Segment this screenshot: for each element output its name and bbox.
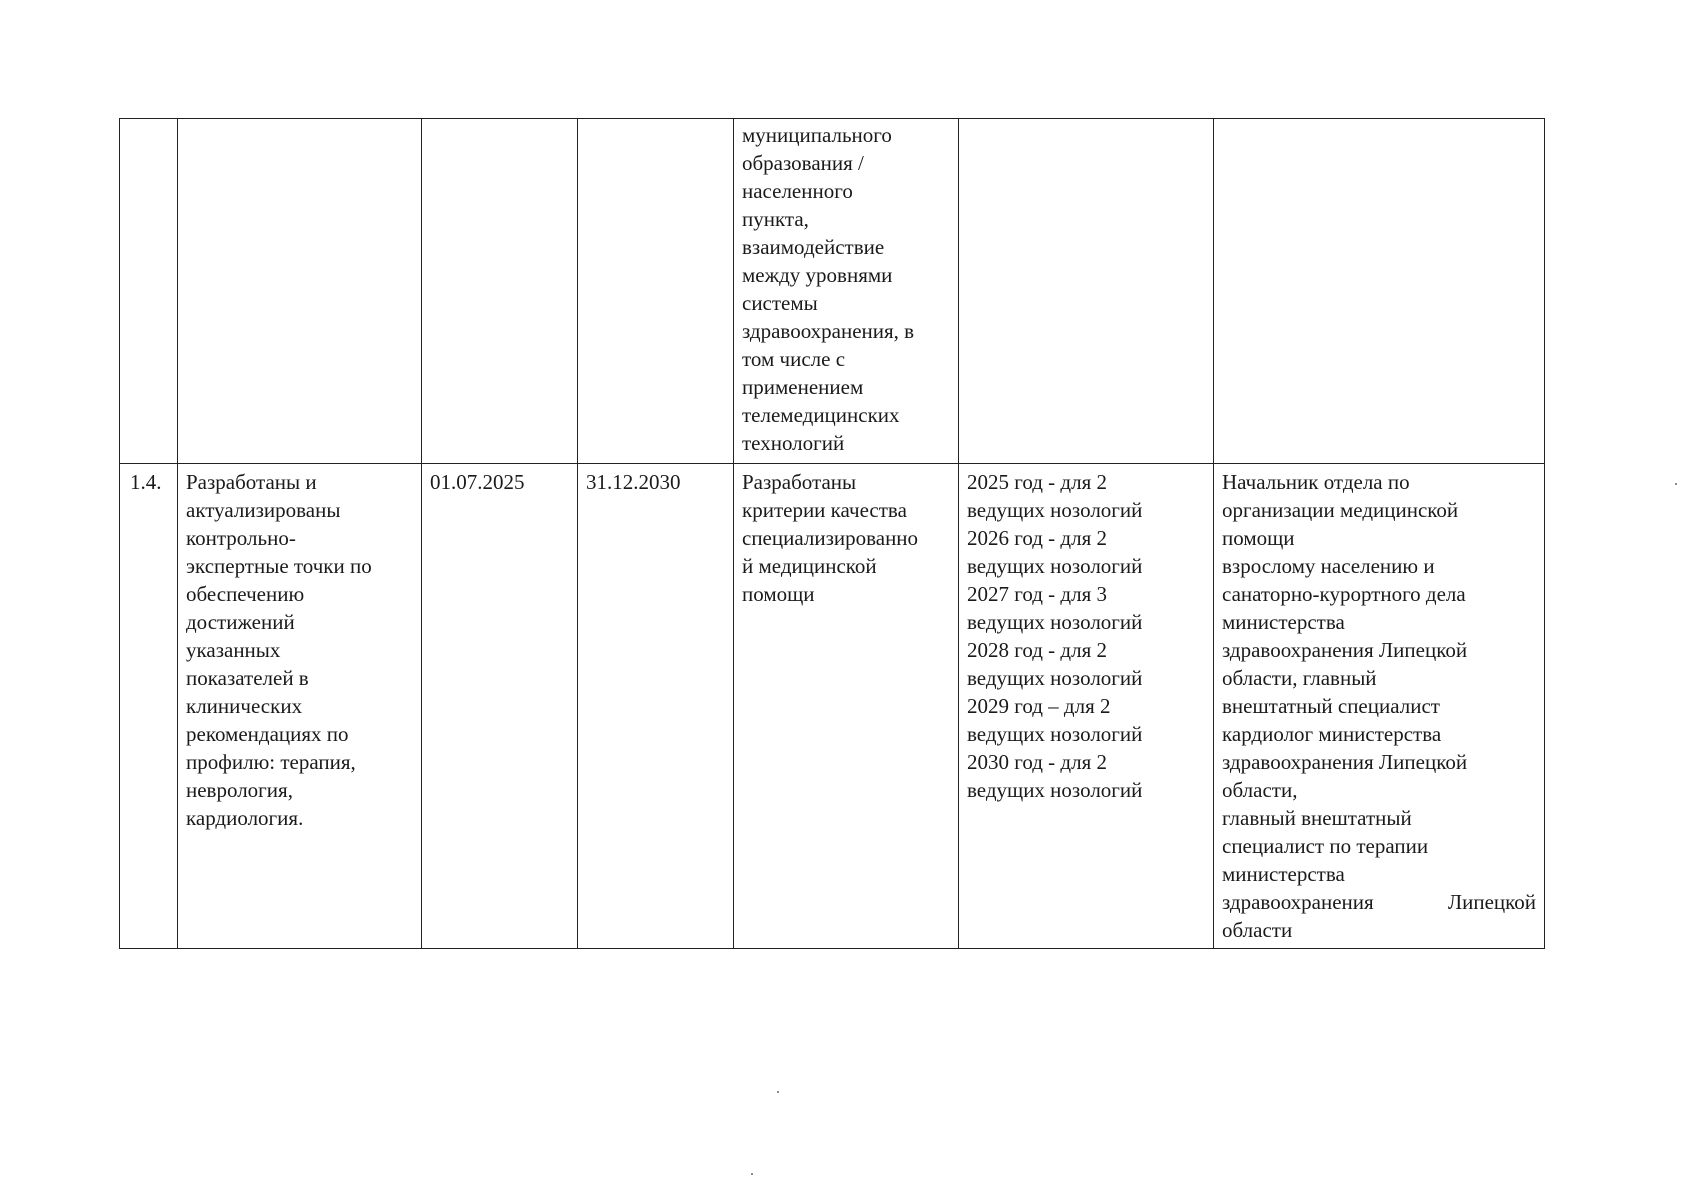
scan-speck (777, 1091, 779, 1093)
result-line: критерии качества (742, 498, 907, 522)
activity-line: клинических (186, 694, 303, 718)
responsible-word-right: Липецкой (1447, 890, 1536, 914)
scan-speck (1675, 483, 1677, 485)
scan-speck (751, 1173, 753, 1175)
result-line: применением (742, 375, 864, 399)
responsible-line: области, главный (1222, 666, 1377, 690)
activity-line: достижений (186, 610, 295, 634)
activity-line: неврология, (186, 778, 293, 802)
result-line: между уровнями (742, 263, 893, 287)
result-line: й медицинской (742, 554, 877, 578)
cell-start-date-empty (422, 119, 578, 464)
result-line: Разработаны (742, 470, 857, 494)
responsible-line: взрослому населению и (1222, 554, 1435, 578)
responsible-justified-line (1222, 888, 1536, 916)
indicator-line: 2029 год – для 2 (967, 694, 1111, 718)
activity-line: показателей в (186, 666, 309, 690)
cell-result (734, 464, 959, 949)
indicator-line: ведущих нозологий (967, 554, 1143, 578)
result-line: системы (742, 291, 818, 315)
end-date: 31.12.2030 (586, 470, 681, 494)
row-number: 1.4. (130, 470, 162, 494)
responsible-line: санаторно-курортного дела (1222, 582, 1466, 606)
cell-activity-empty (178, 119, 422, 464)
responsible-line: области, (1222, 778, 1298, 802)
cell-indicator-empty (959, 119, 1214, 464)
indicator-line: 2027 год - для 3 (967, 582, 1107, 606)
cell-end-date-empty (578, 119, 734, 464)
result-line: телемедицинских (742, 403, 900, 427)
cell-responsible-empty (1214, 119, 1545, 464)
cell-result-continued (734, 119, 959, 464)
responsible-word-left: здравоохранения (1222, 890, 1374, 914)
activity-line: актуализированы (186, 498, 341, 522)
plan-table (119, 118, 1545, 949)
responsible-line: здравоохранения Липецкой (1222, 638, 1468, 662)
indicator-line: 2026 год - для 2 (967, 526, 1107, 550)
activity-line: рекомендациях по (186, 722, 349, 746)
responsible-line: внештатный специалист (1222, 694, 1440, 718)
cell-number (120, 464, 178, 949)
responsible-line: министерства (1222, 862, 1345, 886)
responsible-line: кардиолог министерства (1222, 722, 1442, 746)
activity-line: экспертные точки по (186, 554, 372, 578)
activity-line: кардиология. (186, 806, 304, 830)
responsible-line: главный внештатный (1222, 806, 1412, 830)
responsible-line-last: области (1222, 918, 1293, 942)
start-date: 01.07.2025 (430, 470, 525, 494)
activity-line: указанных (186, 638, 281, 662)
indicator-line: 2025 год - для 2 (967, 470, 1107, 494)
responsible-line: помощи (1222, 526, 1295, 550)
cell-activity (178, 464, 422, 949)
result-line: муниципального (742, 123, 892, 147)
responsible-line: министерства (1222, 610, 1345, 634)
indicator-line: 2030 год - для 2 (967, 750, 1107, 774)
result-line: специализированно (742, 526, 919, 550)
result-line: взаимодействие (742, 235, 885, 259)
indicator-line: 2028 год - для 2 (967, 638, 1107, 662)
result-line: здравоохранения, в (742, 319, 915, 343)
activity-line: обеспечению (186, 582, 305, 606)
table-row-continued (120, 119, 1545, 464)
indicator-line: ведущих нозологий (967, 778, 1143, 802)
cell-number-empty (120, 119, 178, 464)
responsible-line: специалист по терапии (1222, 834, 1429, 858)
table-row-1-4 (120, 464, 1545, 949)
indicator-line: ведущих нозологий (967, 610, 1143, 634)
result-line: помощи (742, 582, 815, 606)
activity-line: профилю: терапия, (186, 750, 356, 774)
result-line: пункта, (742, 207, 809, 231)
cell-indicator (959, 464, 1214, 949)
responsible-line: Начальник отдела по (1222, 470, 1410, 494)
result-line: населенного (742, 179, 853, 203)
cell-end-date (578, 464, 734, 949)
indicator-line: ведущих нозологий (967, 498, 1143, 522)
indicator-line: ведущих нозологий (967, 722, 1143, 746)
responsible-line: организации медицинской (1222, 498, 1459, 522)
result-line: технологий (742, 431, 845, 455)
cell-responsible (1214, 464, 1545, 949)
responsible-line: здравоохранения Липецкой (1222, 750, 1468, 774)
cell-start-date (422, 464, 578, 949)
activity-line: контрольно- (186, 526, 296, 550)
result-line: образования / (742, 151, 864, 175)
activity-line: Разработаны и (186, 470, 317, 494)
indicator-line: ведущих нозологий (967, 666, 1143, 690)
result-line: том числе с (742, 347, 846, 371)
